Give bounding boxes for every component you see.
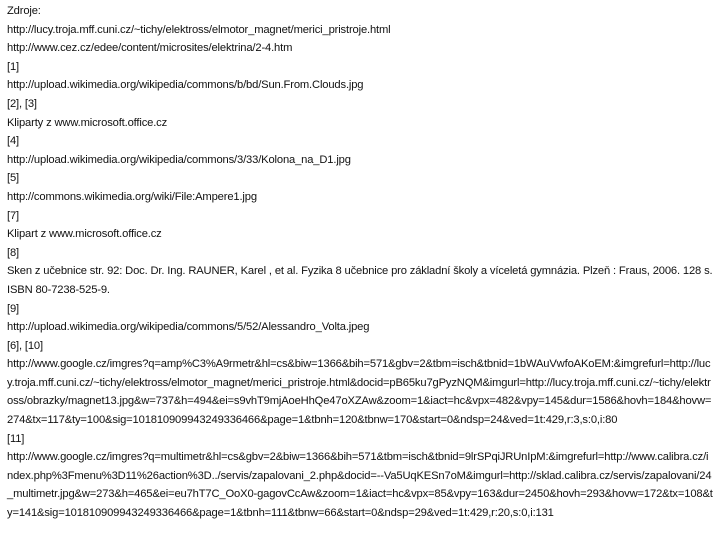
reference-marker: [4] <box>7 135 19 148</box>
sources-list <box>7 2 716 523</box>
source-text: Klipart z www.microsoft.office.cz <box>7 228 162 241</box>
source-citation: Sken z učebnice str. 92: Doc. Dr. Ing. RAUNER, Karel , et al. Fyzika 8 učebnice pro základní školy a víceletá gymnázia. Plzeň : Fraus, 2006. 128 s. ISBN 80-7238-525-9. <box>7 265 716 296</box>
source-link[interactable]: http://www.google.cz/imgres?q=multimetr&hl=cs&gbv=2&biw=1366&bih=571&tbm=isch&tbnid=9lrSPqiJRUnIpM:&imgrefurl=http://www.calibra.cz/index.php%3Fmenu%3D11%26action%3D../servis/zapalovani_2.php&docid=--Va5UqKESn7oM&imgurl=http://sklad.calibra.cz/servis/zapalovani/24_multimetr.jpg&w=273&h=465&ei=eu7hT7C_OoX0-gagovCcAw&zoom=1&iact=hc&vpx=85&vpy=163&dur=2450&hovh=293&hovw=172&tx=108&ty=141&sig=101810909943249336466&page=1&tbnh=111&tbnw=66&start=0&ndsp=29&ved=1t:429,r:20,s:0,i:131 <box>7 451 713 520</box>
reference-marker: [1] <box>7 60 19 73</box>
source-link[interactable]: http://upload.wikimedia.org/wikipedia/commons/5/52/Alessandro_Volta.jpeg <box>7 321 370 334</box>
reference-marker: [5] <box>7 172 19 185</box>
reference-marker: [8] <box>7 246 19 259</box>
source-link[interactable]: http://www.cez.cz/edee/content/microsites/elektrina/2-4.htm <box>7 42 293 55</box>
reference-marker: [2], [3] <box>7 97 37 110</box>
reference-marker: [7] <box>7 209 19 222</box>
source-link[interactable]: http://www.google.cz/imgres?q=amp%C3%A9rmetr&hl=cs&biw=1366&bih=571&gbv=2&tbm=isch&tbnid=1bWAuVwfoAKoEM:&imgrefurl=http://lucy.troja.mff.cuni.cz/~tichy/elektross/elmotor_magnet/merici_pristroje.html&docid=pB65ku7gPyzNQM&imgurl=http://lucy.troja.mff.cuni.cz/~tichy/elektross/obrazky/magnet13.jpg&w=737&h=494&ei=s9vhT9mjAoeHhQe47oXZAw&zoom=1&iact=hc&vpx=482&vpy=145&dur=1586&hovh=184&hovw=274&tx=117&ty=100&sig=101810909943249336466&page=1&tbnh=120&tbnw=170&start=0&ndsp=24&ved=1t:429,r:3,s:0,i:80 <box>7 358 712 427</box>
reference-marker: [6], [10] <box>7 339 43 352</box>
source-link[interactable]: http://commons.wikimedia.org/wiki/File:Ampere1.jpg <box>7 190 257 203</box>
source-text: Kliparty z www.microsoft.office.cz <box>7 116 168 129</box>
source-link[interactable]: http://lucy.troja.mff.cuni.cz/~tichy/elektross/elmotor_magnet/merici_pristroje.html <box>7 23 391 36</box>
sources-heading: Zdroje: <box>7 5 41 17</box>
reference-marker: [9] <box>7 302 19 315</box>
reference-marker: [11] <box>7 432 25 445</box>
source-link[interactable]: http://upload.wikimedia.org/wikipedia/commons/b/bd/Sun.From.Clouds.jpg <box>7 79 364 92</box>
source-link[interactable]: http://upload.wikimedia.org/wikipedia/commons/3/33/Kolona_na_D1.jpg <box>7 153 351 166</box>
